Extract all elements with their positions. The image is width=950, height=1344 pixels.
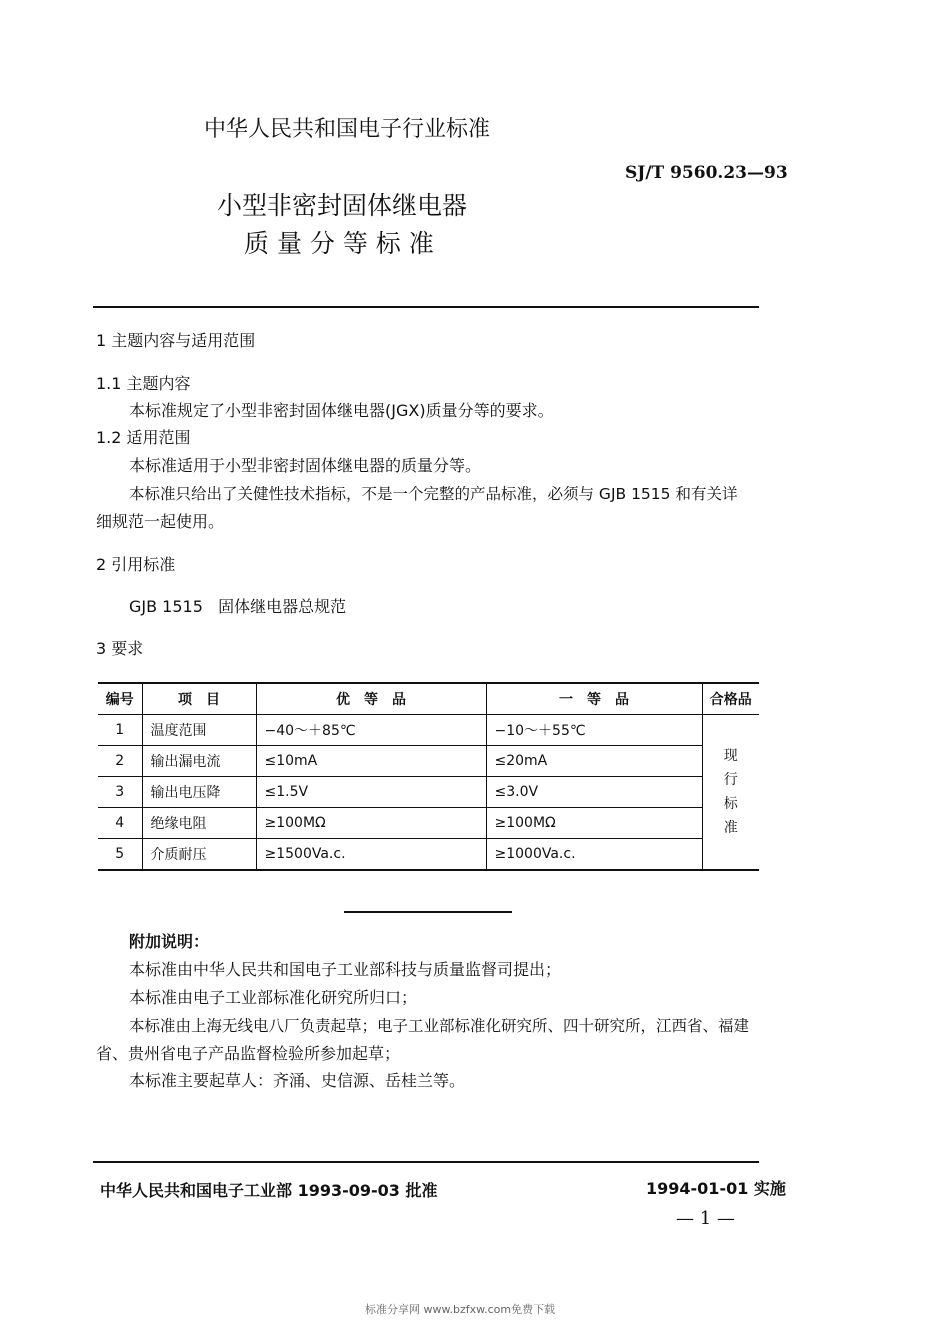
- notes-line-2: 本标准由电子工业部标准化研究所归口；: [129, 988, 418, 1007]
- row-item: 绝缘电阻: [142, 808, 256, 839]
- row-item: 介质耐压: [142, 839, 256, 871]
- row-first-class: ≤3.0V: [486, 777, 702, 808]
- qualified-merged-cell: [702, 715, 759, 871]
- row-number: 5: [98, 839, 142, 871]
- row-superior: ≤1.5V: [256, 777, 486, 808]
- row-item: 输出漏电流: [142, 746, 256, 777]
- document-title: 小型非密封固体继电器: [217, 191, 468, 220]
- notes-line-3a: 本标准由上海无线电八厂负责起草；电子工业部标准化研究所、四十研究所，江西省、福建: [129, 1017, 750, 1035]
- row-item: 输出电压降: [142, 777, 256, 808]
- effective-date: 1994-01-01 实施: [646, 1179, 786, 1198]
- row-superior: ≤10mA: [256, 746, 486, 777]
- table-row: [98, 808, 759, 839]
- col-header-superior: 优 等 品: [256, 683, 486, 715]
- section-2-title: 2 引用标准: [96, 555, 176, 574]
- notes-title: 附加说明：: [129, 932, 210, 951]
- page-number: — 1 —: [676, 1208, 735, 1229]
- requirements-table: [98, 682, 759, 871]
- row-number: 3: [98, 777, 142, 808]
- row-number: 4: [98, 808, 142, 839]
- section-3-title: 3 要求: [96, 639, 144, 658]
- table-header-row: [98, 683, 759, 715]
- section-1-1-text: 本标准规定了小型非密封固体继电器(JGX)质量分等的要求。: [129, 401, 554, 420]
- merged-char: 现: [723, 748, 738, 764]
- col-header-item: 项 目: [142, 683, 256, 715]
- row-first-class: ≤20mA: [486, 746, 702, 777]
- section-1-2-text-2-line-1: 本标准只给出了关健性技术指标，不是一个完整的产品标准，必须与 GJB 1515 和有关详: [129, 485, 738, 503]
- merged-char: 标: [723, 796, 738, 812]
- notes-line-1: 本标准由中华人民共和国电子工业部科技与质量监督司提出；: [129, 960, 562, 979]
- header-divider: [93, 306, 759, 308]
- section-1-1-title: 1.1 主题内容: [96, 374, 191, 393]
- notes-line-4: 本标准主要起草人：齐涌、史信源、岳桂兰等。: [129, 1071, 466, 1090]
- standard-code: SJ/T 9560.23—93: [625, 163, 788, 183]
- row-superior: ≥1500Va.c.: [256, 839, 486, 871]
- document-subtitle: 质 量 分 等 标 准: [244, 229, 434, 258]
- watermark-text: 标准分享网 www.bzfxw.com免费下载: [365, 1303, 556, 1316]
- row-item: 温度范围: [142, 715, 256, 746]
- section-2-reference: GJB 1515 固体继电器总规范: [129, 597, 347, 616]
- approval-statement: 中华人民共和国电子工业部 1993-09-03 批准: [100, 1181, 438, 1200]
- col-header-qualified: 合格品: [702, 683, 759, 715]
- row-number: 1: [98, 715, 142, 746]
- table-row: [98, 777, 759, 808]
- table-row: [98, 715, 759, 746]
- merged-char: 准: [723, 820, 738, 836]
- row-first-class: ≥1000Va.c.: [486, 839, 702, 871]
- row-number: 2: [98, 746, 142, 777]
- col-header-first-class: 一 等 品: [486, 683, 702, 715]
- issuer-title: 中华人民共和国电子行业标准: [204, 117, 491, 142]
- end-divider: [344, 911, 512, 913]
- merged-char: 行: [723, 772, 738, 788]
- table-row: [98, 839, 759, 871]
- row-first-class: ≥100MΩ: [486, 808, 702, 839]
- section-1-2-text-2-line-2: 细规范一起使用。: [96, 512, 225, 531]
- row-first-class: −10～＋55℃: [486, 715, 702, 746]
- footer-divider: [93, 1161, 759, 1163]
- row-superior: ≥100MΩ: [256, 808, 486, 839]
- section-1-2-title: 1.2 适用范围: [96, 428, 191, 447]
- notes-line-3b: 省、贵州省电子产品监督检验所参加起草；: [96, 1044, 401, 1063]
- row-superior: −40～＋85℃: [256, 715, 486, 746]
- table-row: [98, 746, 759, 777]
- section-1-2-text-1: 本标准适用于小型非密封固体继电器的质量分等。: [129, 456, 482, 475]
- section-1-title: 1 主题内容与适用范围: [96, 331, 256, 350]
- col-header-number: 编号: [98, 683, 142, 715]
